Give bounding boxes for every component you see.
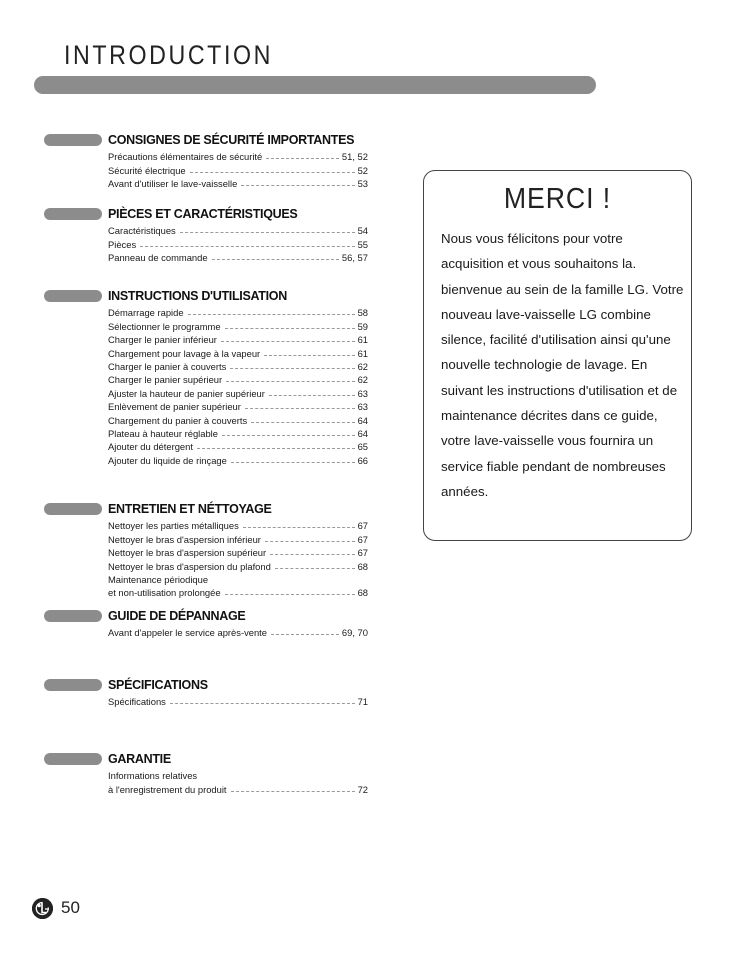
merci-title: MERCI ! [503, 183, 612, 215]
toc-entry[interactable]: Enlèvement de panier supérieur 63 [108, 401, 368, 413]
page-number: 50 [61, 898, 80, 917]
section-header [44, 752, 374, 768]
toc-entry[interactable]: Nettoyer les parties métalliques 67 [108, 520, 368, 532]
section-title: SPÉCIFICATIONS [108, 678, 208, 692]
merci-box [423, 170, 692, 541]
toc-section-parts [44, 207, 374, 263]
section-header [44, 207, 374, 223]
toc-entry[interactable]: Panneau de commande 56, 57 [108, 252, 368, 264]
toc-entry[interactable]: à l'enregistrement du produit 72 [108, 783, 368, 795]
toc-entry[interactable]: Caractéristiques 54 [108, 225, 368, 237]
section-title: PIÈCES ET CARACTÉRISTIQUES [108, 207, 298, 221]
toc-entry[interactable]: Chargement pour lavage à la vapeur 61 [108, 347, 368, 359]
toc-entry[interactable]: Avant d'utiliser le lave-vaisselle 53 [108, 178, 368, 190]
section-header [44, 609, 374, 625]
toc-entry[interactable]: Spécifications 71 [108, 696, 368, 708]
toc-entries [108, 518, 368, 598]
section-pill [44, 290, 102, 302]
toc-entry[interactable]: Sécurité électrique 52 [108, 164, 368, 176]
toc-section-operation [44, 289, 374, 466]
toc-entry[interactable]: Charger le panier à couverts 62 [108, 360, 368, 372]
toc-section-warranty [44, 752, 374, 795]
toc-section-specifications [44, 678, 374, 707]
toc-section-troubleshooting [44, 609, 374, 638]
title-bar [34, 76, 596, 94]
section-pill [44, 134, 102, 146]
toc-entry[interactable]: Ajuster la hauteur de panier supérieur 63 [108, 387, 368, 399]
toc-entry[interactable]: Ajouter du détergent 65 [108, 441, 368, 453]
page-title: INTRODUCTION [64, 40, 273, 70]
toc-entry[interactable]: Charger le panier supérieur 62 [108, 374, 368, 386]
toc-entry[interactable]: Plateau à hauteur réglable 64 [108, 427, 368, 439]
lg-logo-icon [32, 898, 53, 919]
toc-entry[interactable]: Sélectionner le programme 59 [108, 320, 368, 332]
section-title: INSTRUCTIONS D'UTILISATION [108, 289, 287, 303]
section-pill [44, 503, 102, 515]
toc-entry-line1: Maintenance périodique [108, 573, 209, 585]
section-pill [44, 610, 102, 622]
section-title: ENTRETIEN ET NÉTTOYAGE [108, 502, 272, 516]
section-header [44, 502, 374, 518]
section-title: GUIDE DE DÉPANNAGE [108, 609, 246, 623]
toc-entries [108, 223, 368, 263]
toc-entry[interactable]: Ajouter du liquide de rinçage 66 [108, 454, 368, 466]
merci-text: Nous vous félicitons pour votre acquisition et vous souhaitons la. bienvenue au sein de la famille LG. Votre nouveau lave-vaisselle LG combine silence, facilité d'utilisation ainsi qu'une nouvelle technologie de lavage. En suivant les instructions d'utilisation et de maintenance décrites dans ce guide, votre lave-vaisselle vous fournira un service fiable pendant de nombreuses années. [441, 231, 684, 499]
toc-entry[interactable]: Avant d'appeler le service après-vente 69, 70 [108, 627, 368, 639]
toc-entries [108, 694, 368, 707]
toc-entry-line1: Informations relatives [108, 770, 198, 782]
toc-section-maintenance [44, 502, 374, 598]
section-title: GARANTIE [108, 752, 171, 766]
section-pill [44, 679, 102, 691]
toc-entries [108, 768, 368, 795]
toc-entry[interactable]: Charger le panier inférieur 61 [108, 334, 368, 346]
toc-entries [108, 305, 368, 466]
toc-entry[interactable]: Nettoyer le bras d'aspersion supérieur 67 [108, 547, 368, 559]
toc-entry[interactable]: Nettoyer le bras d'aspersion inférieur 67 [108, 533, 368, 545]
footer [32, 897, 80, 919]
toc-entries [108, 149, 368, 189]
toc-entry[interactable]: Démarrage rapide 58 [108, 307, 368, 319]
toc-section-safety [44, 133, 374, 189]
section-header [44, 289, 374, 305]
toc-entry[interactable]: Précautions élémentaires de sécurité 51, 52 [108, 151, 368, 163]
toc-entry[interactable]: Nettoyer le bras d'aspersion du plafond 68 [108, 560, 368, 572]
section-header [44, 133, 374, 149]
section-header [44, 678, 374, 694]
toc-entry[interactable]: Pièces 55 [108, 238, 368, 250]
toc-entry[interactable]: et non-utilisation prolongée 68 [108, 587, 368, 599]
toc-entry[interactable]: Chargement du panier à couverts 64 [108, 414, 368, 426]
toc-entries [108, 625, 368, 638]
section-pill [44, 753, 102, 765]
section-title: CONSIGNES DE SÉCURITÉ IMPORTANTES [108, 133, 355, 147]
section-pill [44, 208, 102, 220]
